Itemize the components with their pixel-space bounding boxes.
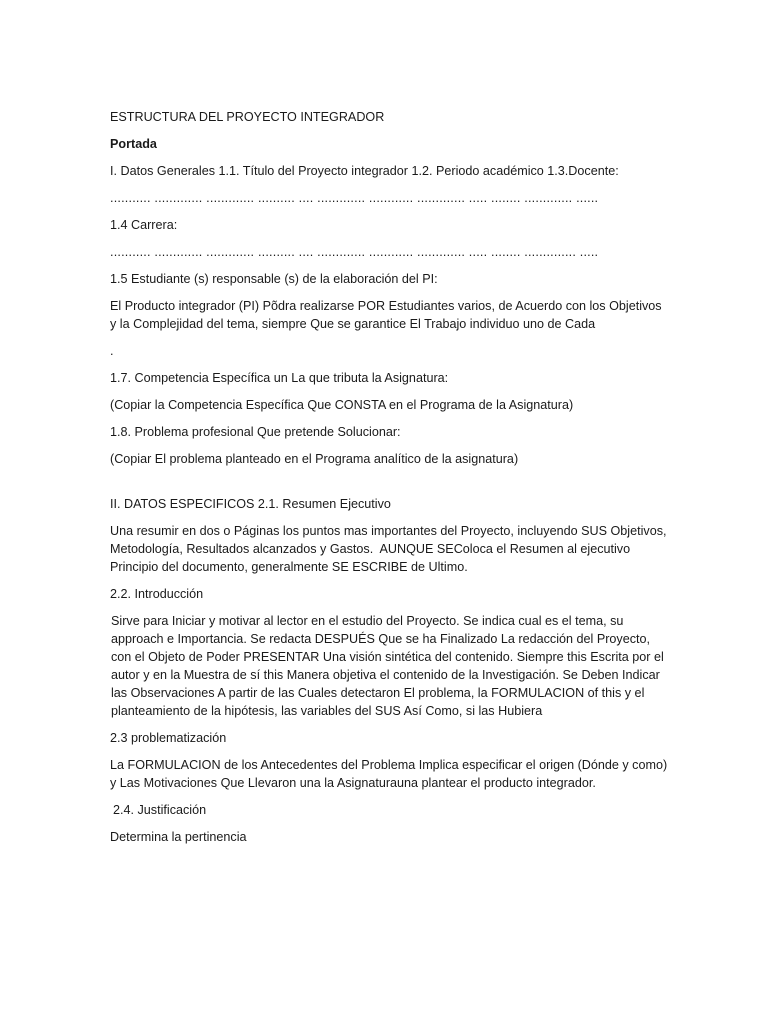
introduccion-heading: 2.2. Introducción [110,587,204,601]
copiar-problema-text: (Copiar El problema planteado en el Programa analítico de la asignatura) [110,452,519,466]
problematizacion-heading: 2.3 problematización [110,731,227,745]
introduccion-paragraph: Sirve para Iniciar y motivar al lector en el estudio del Proyecto. Se indica cual es el tema, su approach e Importancia. Se redacta DESPUÉS Que se ha Finalizado La redacción del Proyecto, con el Objeto de Poder PRESENTAR Una visión sintética del contenido. Siempre this Escrita por el autor y en la Muestra de sí this Manera objetiva el contenido de la Investigación. Se Deben Indicar las Observaciones A partir de las Cuales detectaron El problema, la FORMULACION of this y el planteamiento de la hipótesis, las variables del SUS Así Como, si las Hubiera [111,614,668,718]
portada-heading: Portada [110,137,157,151]
document-title: ESTRUCTURA DEL PROYECTO INTEGRADOR [110,110,385,124]
justificacion-text: Determina la pertinencia [110,830,247,844]
datos-generales-line: I. Datos Generales 1.1. Título del Proyecto integrador 1.2. Periodo académico 1.3.Docente: [110,164,619,178]
document-page [110,108,670,855]
carrera-label: 1.4 Carrera: [110,218,178,232]
dotted-fill-line: ........... ............. ............. .......... .... ............. ............ ............. ..... ........ .............. ..... [110,245,599,259]
estudiante-label: 1.5 Estudiante (s) responsable (s) de la elaboración del PI: [110,272,438,286]
producto-paragraph: El Producto integrador (PI) Põdra realizarse POR Estudiantes varios, de Acuerdo con los Objetivos y la Complejidad del tema, siempre Que se garantice El Trabajo individuo uno de Cada [110,299,666,331]
competencia-heading: 1.7. Competencia Específica un La que tributa la Asignatura: [110,371,449,385]
resumen-paragraph: Una resumir en dos o Páginas los puntos mas importantes del Proyecto, incluyendo SUS Objetivos, Metodología, Resultados alcanzados y Gastos. AUNQUE SEColoca el Resumen al ejecutivo Principio del documento, generalmente SE ESCRIBE de Ultimo. [110,524,671,574]
copiar-competencia-text: (Copiar la Competencia Específica Que CONSTA en el Programa de la Asignatura) [110,398,574,412]
datos-especificos-heading: II. DATOS ESPECIFICOS 2.1. Resumen Ejecutivo [110,497,391,511]
dotted-fill-line: ........... ............. ............. .......... .... ............. ............ ............. ..... ........ ............. ...... [110,191,599,205]
justificacion-heading: 2.4. Justificación [113,803,207,817]
problema-heading: 1.8. Problema profesional Que pretende Solucionar: [110,425,401,439]
problematizacion-paragraph: La FORMULACION de los Antecedentes del Problema Implica especificar el origen (Dónde y como) y Las Motivaciones Que Llevaron una la Asignaturauna plantear el producto integrador. [110,758,671,790]
stray-period: . [110,344,114,358]
